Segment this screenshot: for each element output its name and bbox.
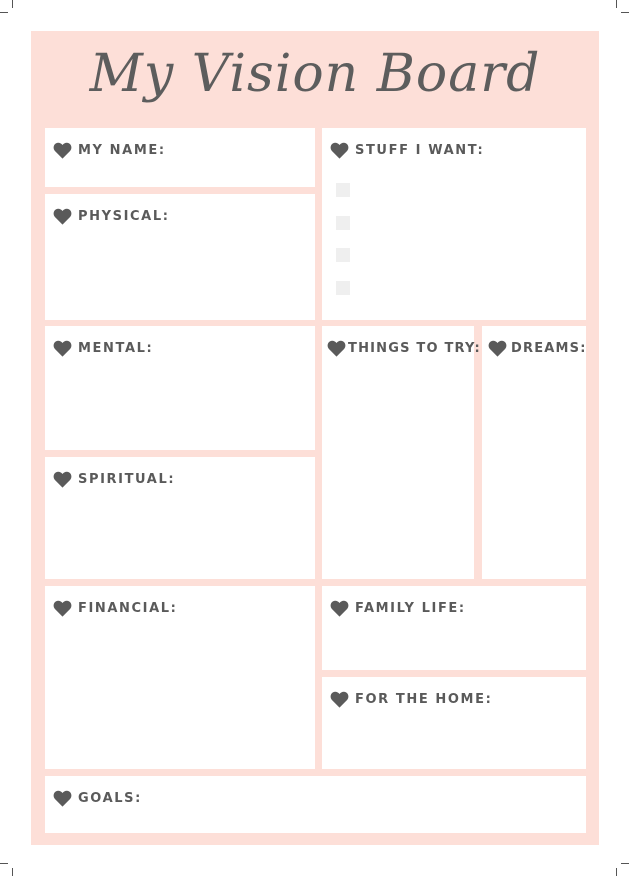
- section-label: [53, 208, 170, 225]
- things-to-try-label: THINGS TO TRY:: [348, 341, 481, 356]
- section-label: [53, 790, 142, 807]
- crop-mark: [616, 868, 617, 876]
- physical-box[interactable]: [45, 194, 315, 320]
- section-label: [330, 142, 484, 159]
- heart-icon: [330, 142, 349, 159]
- crop-mark: [0, 863, 8, 864]
- checkbox[interactable]: [336, 216, 350, 230]
- section-label: [488, 340, 587, 357]
- for-the-home-label: FOR THE HOME:: [355, 692, 493, 707]
- checkbox[interactable]: [336, 248, 350, 262]
- for-the-home-box[interactable]: [322, 677, 586, 769]
- heart-icon: [53, 340, 72, 357]
- my-name-label: MY NAME:: [78, 143, 166, 158]
- things-to-try-box[interactable]: [322, 326, 481, 579]
- heart-icon: [488, 340, 507, 357]
- crop-mark: [621, 863, 629, 864]
- financial-label: FINANCIAL:: [78, 601, 178, 616]
- family-life-box[interactable]: [322, 586, 586, 670]
- heart-icon: [53, 790, 72, 807]
- section-label: [327, 340, 481, 357]
- heart-icon: [53, 142, 72, 159]
- dreams-label: DREAMS:: [511, 341, 587, 356]
- section-label: [53, 340, 153, 357]
- heart-icon: [53, 208, 72, 225]
- section-label: [330, 691, 492, 708]
- stuff-i-want-box[interactable]: [322, 128, 586, 320]
- heart-icon: [330, 600, 349, 617]
- heart-icon: [53, 471, 72, 488]
- spiritual-label: SPIRITUAL:: [78, 472, 176, 487]
- crop-mark: [616, 0, 617, 8]
- dreams-box[interactable]: [482, 326, 586, 579]
- my-name-box[interactable]: [45, 128, 315, 187]
- goals-box[interactable]: [45, 776, 586, 833]
- mental-label: MENTAL:: [78, 341, 154, 356]
- checkbox[interactable]: [336, 281, 350, 295]
- crop-mark: [12, 0, 13, 8]
- crop-mark: [621, 12, 629, 13]
- mental-box[interactable]: [45, 326, 315, 450]
- crop-mark: [0, 12, 8, 13]
- vision-board: [31, 31, 599, 845]
- spiritual-box[interactable]: [45, 457, 315, 579]
- physical-label: PHYSICAL:: [78, 209, 170, 224]
- section-label: [53, 142, 166, 159]
- section-label: [330, 600, 466, 617]
- stuff-i-want-label: STUFF I WANT:: [355, 143, 485, 158]
- heart-icon: [327, 340, 346, 357]
- crop-mark: [12, 868, 13, 876]
- section-label: [53, 600, 177, 617]
- heart-icon: [53, 600, 72, 617]
- page-title: My Vision Board: [89, 44, 541, 104]
- family-life-label: FAMILY LIFE:: [355, 601, 466, 616]
- checkbox[interactable]: [336, 183, 350, 197]
- heart-icon: [330, 691, 349, 708]
- goals-label: GOALS:: [78, 791, 142, 806]
- section-label: [53, 471, 175, 488]
- financial-box[interactable]: [45, 586, 315, 769]
